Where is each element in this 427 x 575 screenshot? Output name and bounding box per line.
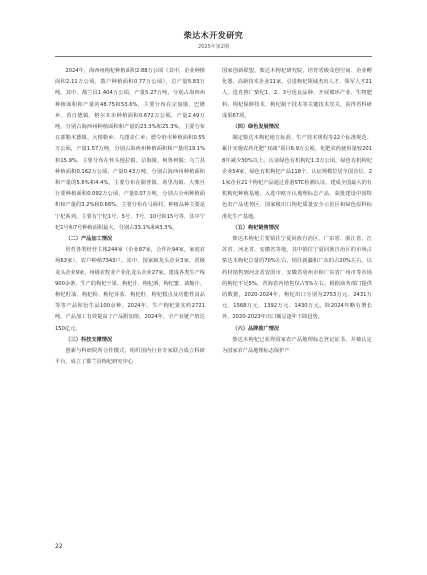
paragraph: 制定柴达木枸杞地方标准、生产技术规程等22个标准规范。累计实施农药化肥“双减”项目6.9万公顷，化肥农药使用量较2018年减少30%以上。认证绿色有机枸杞1.3万公顷，绿色有机枸杞企业54家，绿色有机枸杞产品118个，认证规模位居全国首位。21家企业21个枸杞产品通过香港STC检测认证。建成全国最大的有机枸杞种植基地，入选中欧互认地理标志产品，获批建设中国特色农产品优势区、国家级出口枸杞质量安全示范区和绿色原料标准化生产基地。 [222, 135, 372, 220]
paragraph: 2024年，海西州枸杞种植面积2.88万公顷（其中，企业种植面积2.11万公顷，散户种植面积0.77万公顷），总产量5.83万吨。其中，都兰县1.404万公顷，产量5.27万吨，分别占海西州种植面积和产量的48.75和53.6%，主要分布在宗加镇、巴隆乡、香日德镇、格尔木市种植面积0.672万公顷，产量2.49万吨，分别占海西州种植面积和产量的23.3%和25.3%，主要分布在郭勒木德镇、大格勒乡、乌图美仁乡；德令哈市种植面积0.55万公顷，产量1.57万吨，分别占海西州种植面积和产量的19.1%和15.9%，主要分布在怀头他拉镇、尕海镇、柯鲁柯镇；乌兰县种植面积0.162万公顷，产量0.43万吨，分别占海西州种植面积和产量的5.6%和4.4%，主要分布在铜普镇、希里沟镇、大柴旦行委种植面积0.092万公顷，产量0.07万吨，分别占全州种植面积和产量的3.2%和0.66%，主要分布在马海村。种植品种主要是宁杞系列，主要有宁杞1号、5号、7号、10号和15号等，其中宁杞1号和7号种植面积最大，分别占33.1%和43.3%。 [55, 68, 205, 231]
section-heading: （二）产品加工情况 [65, 236, 113, 243]
right-column [222, 66, 372, 357]
header-rule [55, 56, 372, 57]
section-heading: （三）科技支撑情况 [65, 336, 113, 343]
section-heading: （五）枸杞销售情况 [232, 224, 280, 231]
page-header [0, 30, 427, 50]
section-heading: （四）绿色发展情况 [232, 124, 280, 131]
paragraph: 培育各类经营主体244家（企业87家，合作社94家，家庭农场63家），农户种植7343户。其中，国家级龙头企业3家，省级龙头企业9家，州级农牧业产业化龙头企业27家。建成各类生产线900余条，生产的枸杞干果、枸杞汁、枸杞酒、枸杞蜜、浓缩汁、枸杞籽油、枸杞粉、枸杞芽茶、枸杞籽、枸杞糕点及功能性食品等等产品和衍生品100余种。2024年，生产枸杞果实约2721吨，产品加工有效提高了产品附加值，2024年，全产业链产值达150亿元。 [55, 247, 205, 332]
paragraph: 柴达木枸杞主要销往宁夏回族自治区、广东省、浙江省、江苏省、河北省、安徽省等地，其中销往宁夏回族自治区的市场占柴达木枸杞总量的70%左右，销往新疆和广东的占20%左右，以药材销售到河北省安国市、安徽省亳州市和广东省广州市等市场的枸杞不足5%，青海省内销售仅占5%左右。根据商务部门提供的数据，2020-2024年，枸杞出口分别为2753万元、2431万元、1568万元、1392万元、1430万元。除2024年略有增长外，2020-2023年出口额呈逐年下降趋势。 [222, 236, 372, 321]
section-heading: （六）品牌推广情况 [232, 325, 280, 332]
journal-issue: 2025年第2期 [198, 44, 229, 50]
paragraph: 柴达木枸杞已获得国家农产品地理标志登记证书，并被认定为国家农产品地理标志保护产 [222, 336, 372, 355]
paragraph: 创新与科研院所合作模式，组织国内行业专家联合成立科研平台，成立了都兰县枸杞研究中心 [55, 348, 205, 366]
journal-title: 柴达木开发研究 [183, 30, 244, 40]
paragraph: 国家创新联盟、柴达木枸杞研究院，培育省级众创空间、企业孵化器、高新技术企业11家，引进枸杞领域杰出人才、领军人才21人。选育推广柴杞1、2、3号优良品种，开展循环产业、生物肥料、枸杞保鲜技术、枸杞制干技术等关键技术攻关，获得省科研成果67项。 [222, 68, 372, 119]
page-number: 22 [55, 543, 63, 550]
left-column [55, 66, 205, 368]
